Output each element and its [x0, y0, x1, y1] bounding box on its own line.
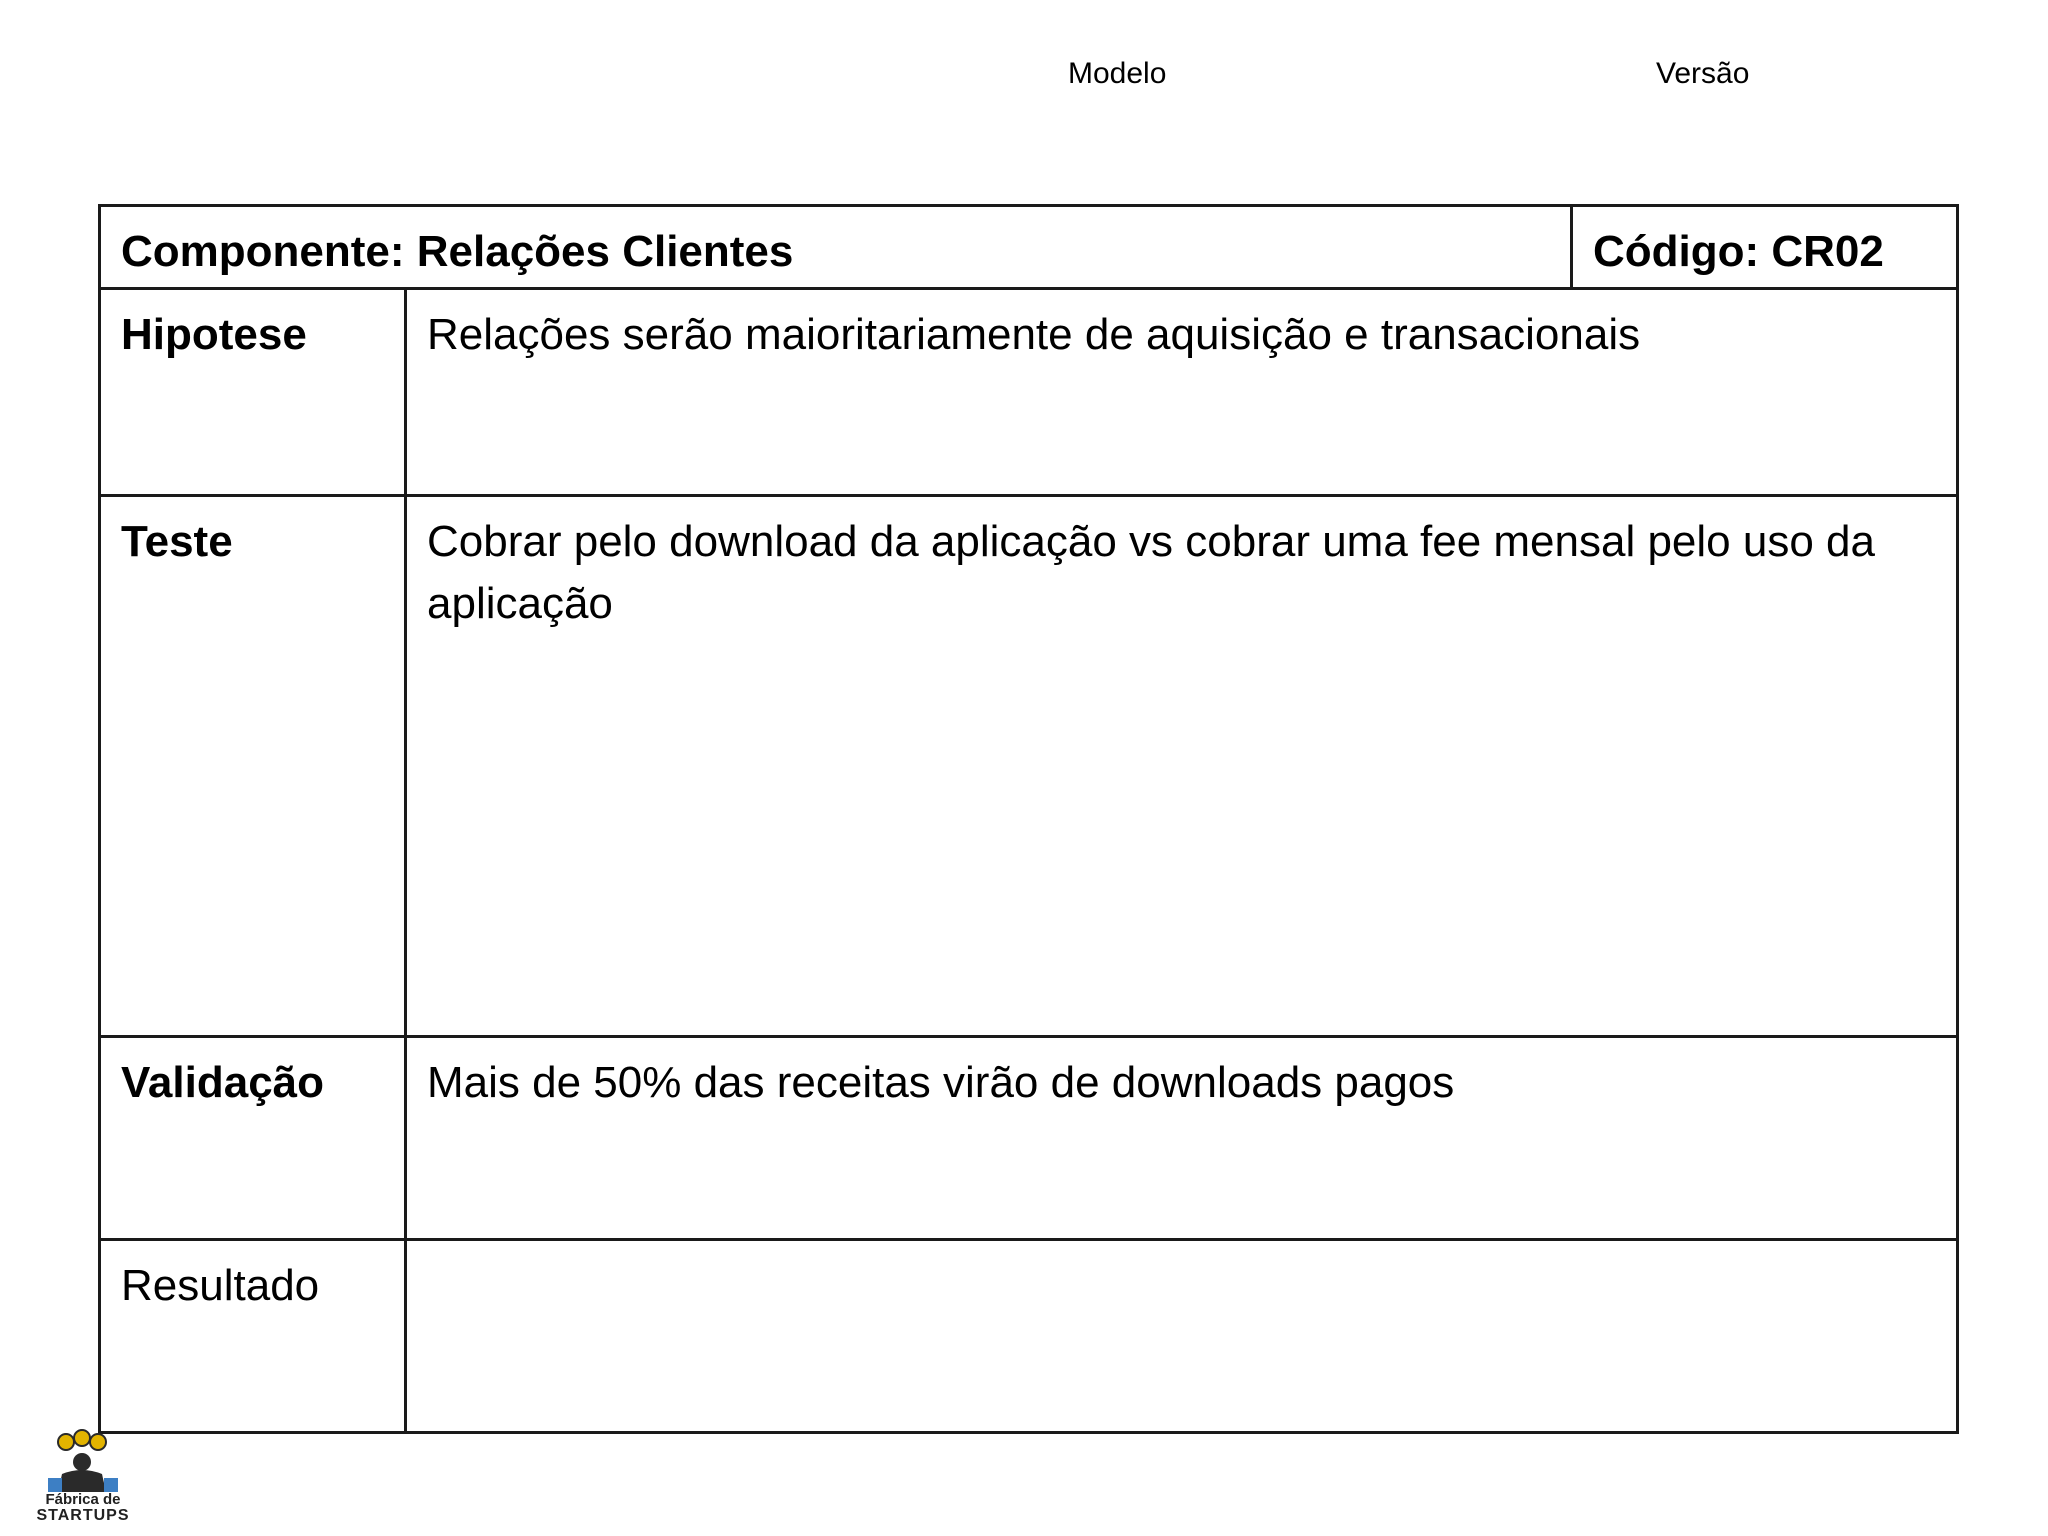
- teste-label: Teste: [121, 517, 233, 566]
- resultado-row: [100, 1240, 1958, 1433]
- validacao-value-cell: [406, 1037, 1958, 1240]
- validacao-label: Validação: [121, 1058, 325, 1107]
- fabrica-de-startups-logo: [28, 1428, 138, 1528]
- teste-value-cell: [406, 496, 1958, 1037]
- hipotese-value-cell: [406, 289, 1958, 496]
- hipotese-value: Relações serão maioritariamente de aquisição e transacionais: [427, 310, 1641, 359]
- component-code: Código: CR02: [1593, 227, 1884, 276]
- teste-label-cell: [100, 496, 406, 1037]
- validacao-label-cell: [100, 1037, 406, 1240]
- validacao-row: [100, 1037, 1958, 1240]
- component-cell: [100, 206, 1572, 289]
- logo-figure-icon: [28, 1428, 138, 1494]
- versao-label: Versão: [1656, 57, 1750, 90]
- teste-row: [100, 496, 1958, 1037]
- card-title-row: [100, 206, 1958, 289]
- hipotese-label: Hipotese: [121, 310, 307, 359]
- logo-line-2: STARTUPS: [36, 1507, 130, 1524]
- resultado-label: Resultado: [121, 1261, 320, 1310]
- resultado-value-cell: [406, 1240, 1958, 1433]
- code-cell: [1572, 206, 1958, 289]
- validation-card: [98, 204, 1959, 1434]
- component-title: Componente: Relações Clientes: [121, 227, 794, 276]
- validacao-value: Mais de 50% das receitas virão de downloads pagos: [427, 1058, 1455, 1107]
- modelo-label: Modelo: [1068, 57, 1167, 90]
- resultado-value: [407, 1241, 1956, 1255]
- resultado-label-cell: [100, 1240, 406, 1433]
- teste-value: Cobrar pelo download da aplicação vs cobrar uma fee mensal pelo uso da aplicação: [427, 517, 1875, 628]
- logo-line-1: Fábrica de: [45, 1491, 121, 1508]
- hipotese-row: [100, 289, 1958, 496]
- hipotese-label-cell: [100, 289, 406, 496]
